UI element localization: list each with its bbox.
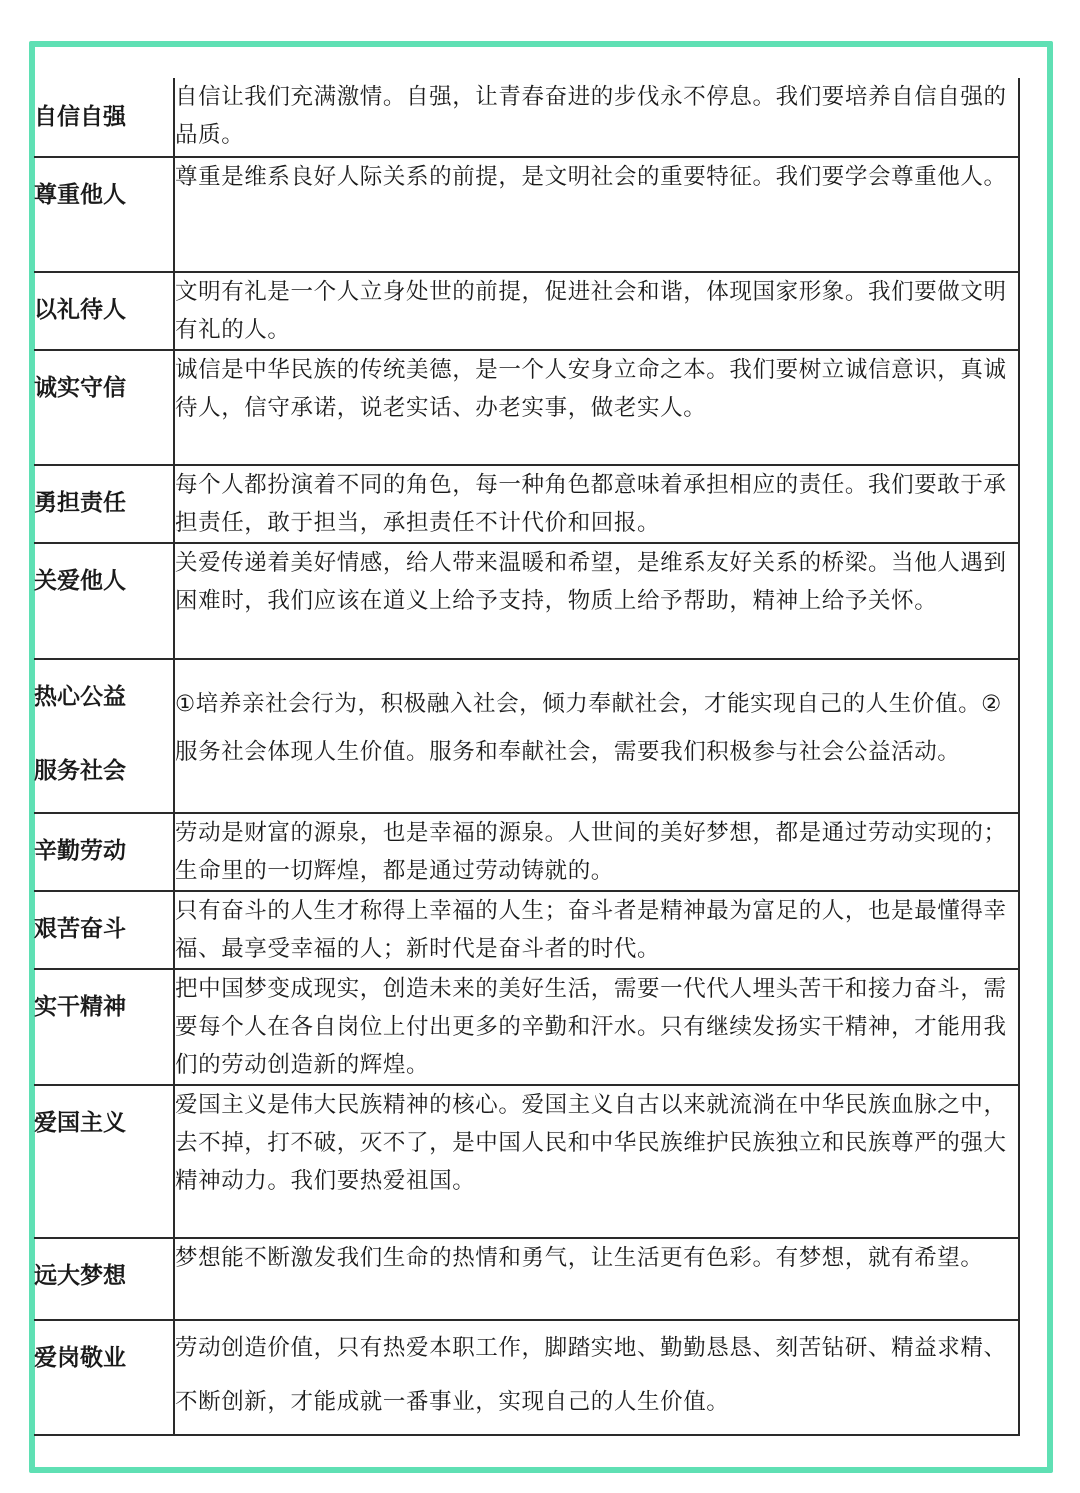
table-row: [34, 157, 1019, 272]
table-row: [34, 1085, 1019, 1238]
row-description: 关爱传递着美好情感，给人带来温暖和希望，是维系友好关系的桥梁。当他人遇到困难时，我们应该在道义上给予支持，物质上给予帮助，精神上给予关怀。: [174, 543, 1019, 659]
row-description: 劳动是财富的源泉，也是幸福的源泉。人世间的美好梦想，都是通过劳动实现的；生命里的一切辉煌，都是通过劳动铸就的。: [174, 813, 1019, 891]
row-term: [34, 659, 174, 813]
row-term: 勇担责任: [34, 465, 174, 543]
row-term: 远大梦想: [34, 1238, 174, 1320]
table-row: [34, 969, 1019, 1085]
term-stack: [34, 684, 173, 785]
row-description: ①培养亲社会行为，积极融入社会，倾力奉献社会，才能实现自己的人生价值。②服务社会体现人生价值。服务和奉献社会，需要我们积极参与社会公益活动。: [174, 659, 1019, 813]
row-description: 自信让我们充满激情。自强，让青春奋进的步伐永不停息。我们要培养自信自强的品质。: [174, 78, 1019, 157]
row-description: 文明有礼是一个人立身处世的前提，促进社会和谐，体现国家形象。我们要做文明有礼的人。: [174, 272, 1019, 350]
table-row: [34, 1238, 1019, 1320]
row-description: 梦想能不断激发我们生命的热情和勇气，让生活更有色彩。有梦想，就有希望。: [174, 1238, 1019, 1320]
row-term: 爱岗敬业: [34, 1320, 174, 1435]
row-description: 只有奋斗的人生才称得上幸福的人生；奋斗者是精神最为富足的人，也是最懂得幸福、最享受幸福的人；新时代是奋斗者的时代。: [174, 891, 1019, 969]
table-row: [34, 465, 1019, 543]
table-row: [34, 891, 1019, 969]
table-row: [34, 1320, 1019, 1435]
row-term: 以礼待人: [34, 272, 174, 350]
row-description: 尊重是维系良好人际关系的前提，是文明社会的重要特征。我们要学会尊重他人。: [174, 157, 1019, 272]
term-line-1: 热心公益: [34, 684, 126, 710]
row-term: 诚实守信: [34, 350, 174, 465]
row-description: 劳动创造价值，只有热爱本职工作，脚踏实地、勤勤恳恳、刻苦钻研、精益求精、不断创新，才能成就一番事业，实现自己的人生价值。: [174, 1320, 1019, 1435]
table-row: [34, 350, 1019, 465]
row-term: 尊重他人: [34, 157, 174, 272]
row-description: 把中国梦变成现实，创造未来的美好生活，需要一代代人埋头苦干和接力奋斗，需要每个人在各自岗位上付出更多的辛勤和汗水。只有继续发扬实干精神，才能用我们的劳动创造新的辉煌。: [174, 969, 1019, 1085]
table-row: [34, 659, 1019, 813]
row-term: 艰苦奋斗: [34, 891, 174, 969]
table-row: [34, 78, 1019, 157]
virtues-table: [34, 78, 1020, 1436]
row-term: 关爱他人: [34, 543, 174, 659]
table-row: [34, 543, 1019, 659]
table-row: [34, 272, 1019, 350]
row-description: 爱国主义是伟大民族精神的核心。爱国主义自古以来就流淌在中华民族血脉之中，去不掉，打不破，灭不了，是中国人民和中华民族维护民族独立和民族尊严的强大精神动力。我们要热爱祖国。: [174, 1085, 1019, 1238]
row-description: 每个人都扮演着不同的角色，每一种角色都意味着承担相应的责任。我们要敢于承担责任，敢于担当，承担责任不计代价和回报。: [174, 465, 1019, 543]
term-line-2: 服务社会: [34, 757, 126, 784]
row-term: 自信自强: [34, 78, 174, 157]
row-term: 辛勤劳动: [34, 813, 174, 891]
row-term: 实干精神: [34, 969, 174, 1085]
row-description: 诚信是中华民族的传统美德，是一个人安身立命之本。我们要树立诚信意识，真诚待人，信守承诺，说老实话、办老实事，做老实人。: [174, 350, 1019, 465]
table-row: [34, 813, 1019, 891]
row-term: 爱国主义: [34, 1085, 174, 1238]
